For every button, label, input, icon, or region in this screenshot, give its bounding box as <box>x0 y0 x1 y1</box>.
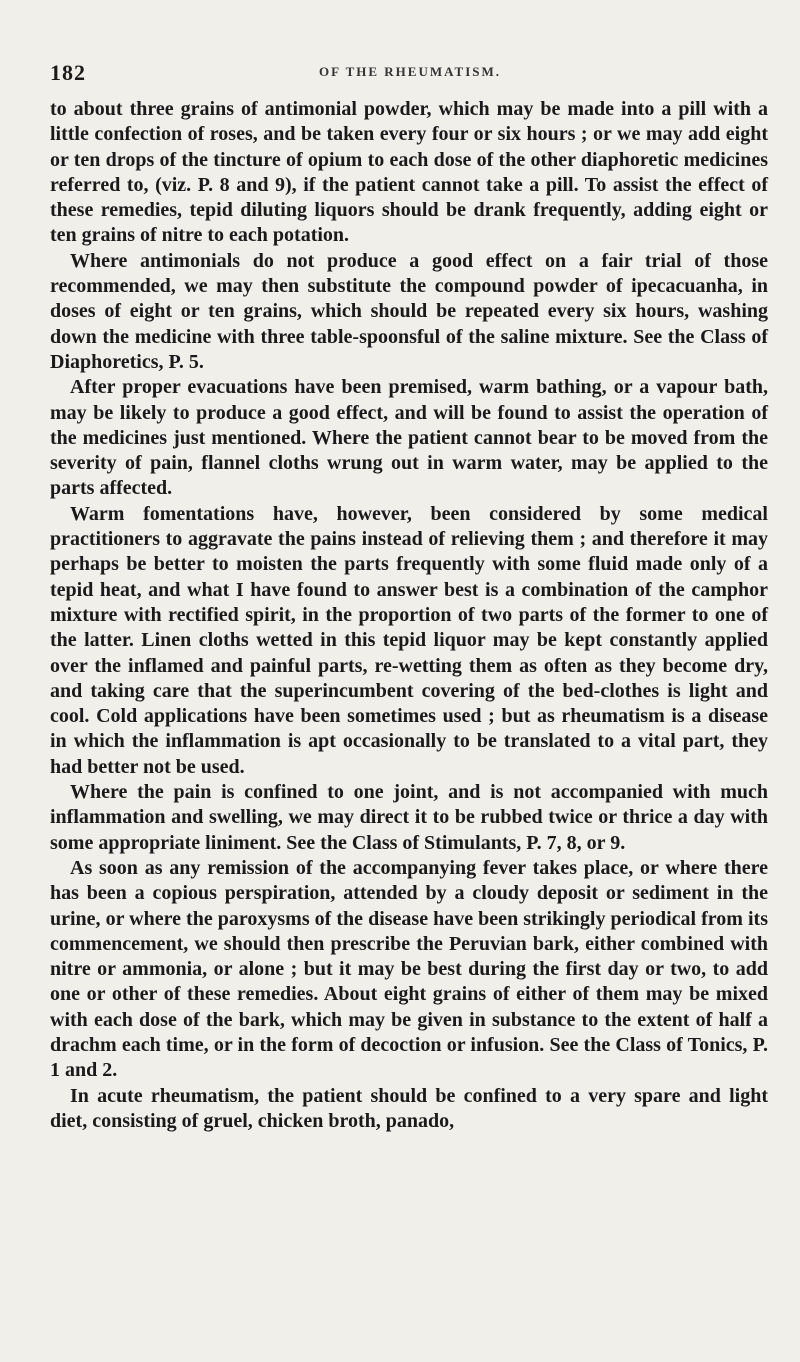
paragraph: to about three grains of antimonial powder, which may be made into a pill with a little confection of roses, and be taken every four or six hours ; or we may add eight or ten drops of the tincture of opium to each dose of the other diaphoretic medicines referred to, (viz. P. 8 and 9), if the patient cannot take a pill. To assist the effect of these remedies, tepid diluting liquors should be drank frequently, adding eight or ten grains of nitre to each potation. <box>50 98 768 247</box>
paragraph: Where antimonials do not produce a good effect on a fair trial of those recommended, we may then substitute the compound powder of ipecacuanha, in doses of eight or ten grains, which should be repeated every six hours, washing down the medicine with three table-spoonsful of the saline mixture. See the Class of Diaphoretics, P. 5. <box>50 249 768 373</box>
paragraph: After proper evacuations have been premised, warm bathing, or a vapour bath, may be likely to produce a good effect, and will be found to assist the operation of the medicines just mentioned. Where the patient cannot bear to be moved from the severity of pain, flannel cloths wrung out in warm water, may be applied to the parts affected. <box>50 376 768 500</box>
running-head <box>50 60 770 84</box>
page-number: 182 <box>50 60 86 85</box>
paragraph: Where the pain is confined to one joint, and is not accompanied with much inflammation and swelling, we may direct it to be rubbed twice or thrice a day with some appropriate liniment. See the Class of Stimulants, P. 7, 8, or 9. <box>50 781 768 854</box>
paragraph: Warm fomentations have, however, been considered by some medical practitioners to aggravate the pains instead of relieving them ; and therefore it may perhaps be better to moisten the parts frequently with some fluid made only of a tepid heat, and what I have found to answer best is a combination of the camphor mixture with rectified spirit, in the proportion of two parts of the former to one of the latter. Linen cloths wetted in this tepid liquor may be kept constantly applied over the inflamed and painful parts, re-wetting them as often as they become dry, and taking care that the superincumbent covering of the bed-clothes is light and cool. Cold applications have been sometimes used ; but as rheumatism is a disease in which the inflammation is apt occasionally to be translated to a vital part, they had better not be used. <box>50 502 768 778</box>
body-text <box>50 97 768 1134</box>
running-title: OF THE RHEUMATISM. <box>318 64 502 79</box>
paragraph: In acute rheumatism, the patient should be confined to a very spare and light diet, consisting of gruel, chicken broth, panado, <box>50 1084 768 1132</box>
paragraph: As soon as any remission of the accompanying fever takes place, or where there has been a copious perspiration, attended by a cloudy deposit or sediment in the urine, or where the paroxysms of the disease have been strikingly periodical from its commencement, we should then prescribe the Peruvian bark, either combined with nitre or ammonia, or alone ; but it may be best during the first day or two, to add one or other of these remedies. About eight grains of either of them may be mixed with each dose of the bark, which may be given in substance to the extent of half a drachm each time, or in the form of decoction or infusion. See the Class of Tonics, P. 1 and 2. <box>50 856 768 1082</box>
